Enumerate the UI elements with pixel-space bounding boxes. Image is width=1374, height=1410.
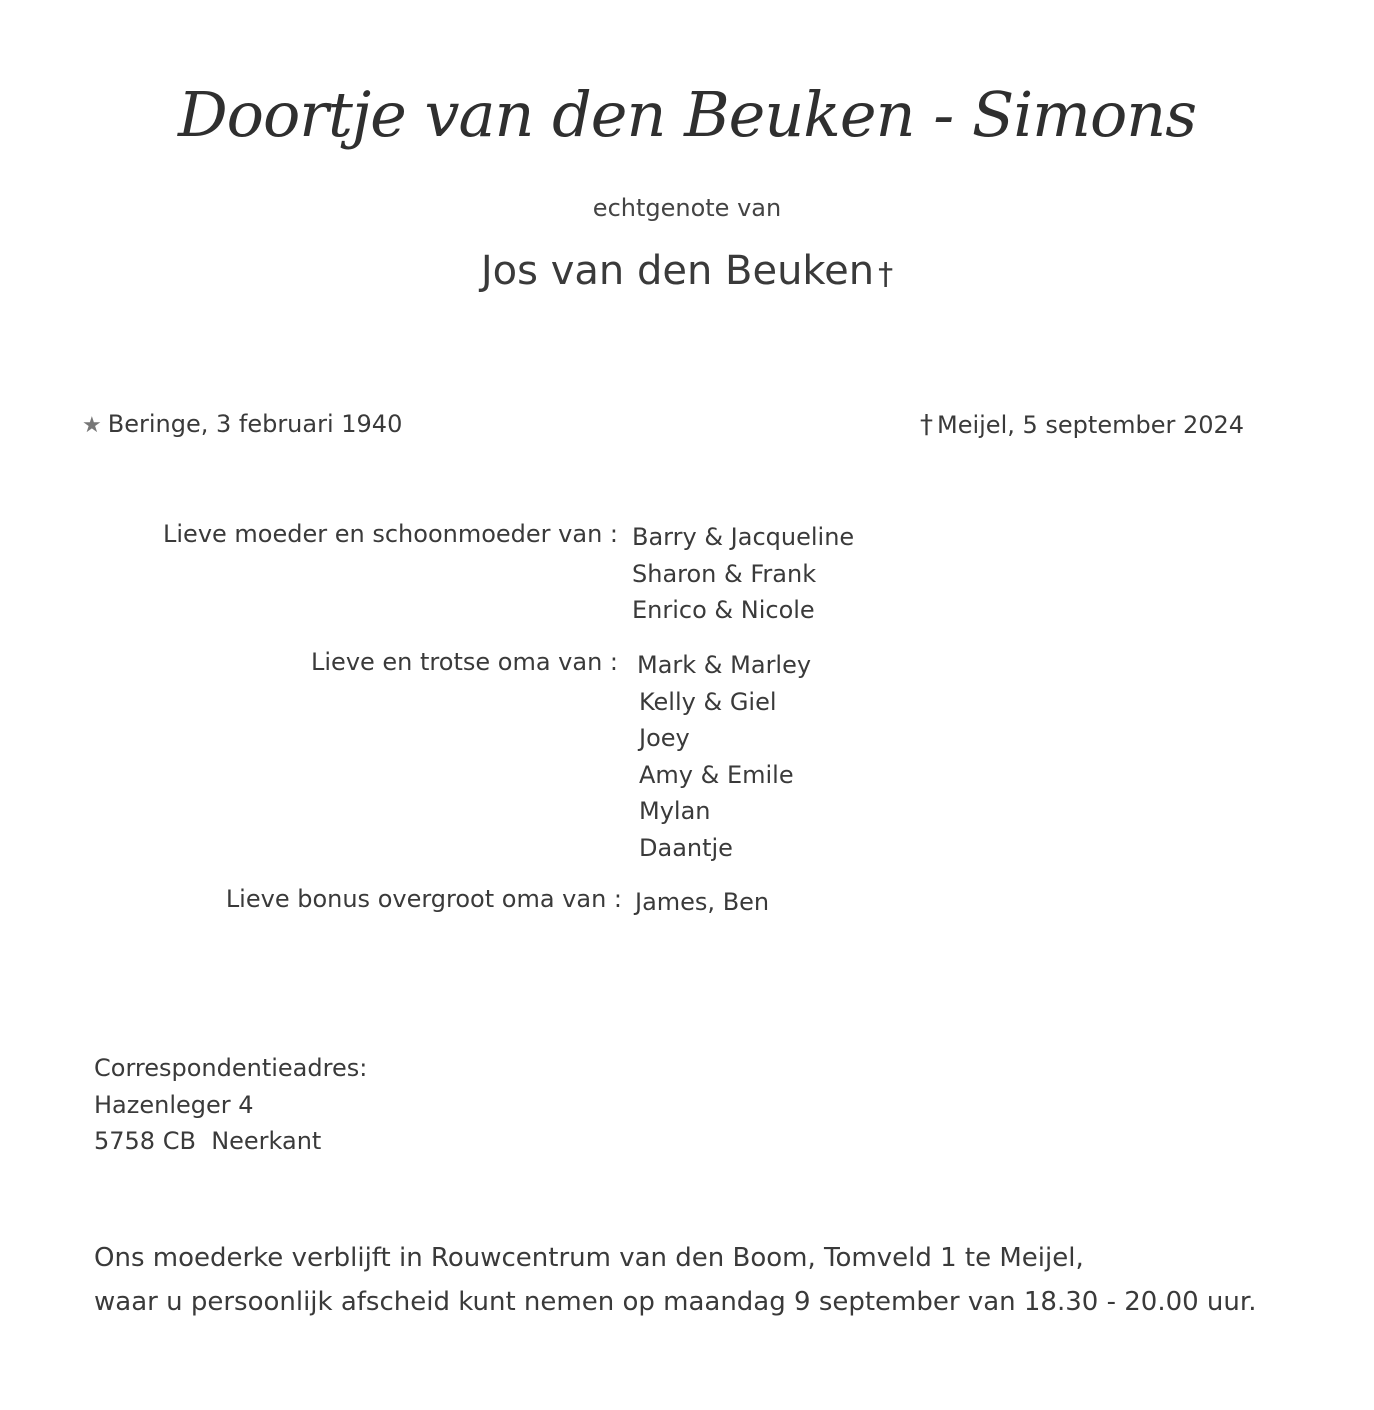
relation-name: Mylan xyxy=(639,797,711,825)
spouse-name: Jos van den Beuken xyxy=(480,248,875,294)
relation-names-grandchildren xyxy=(637,647,811,866)
relation-names-great-grandchildren xyxy=(635,884,769,921)
deceased-name: Doortje van den Beuken - Simons xyxy=(177,78,1197,151)
relation-name: Enrico & Nicole xyxy=(632,596,815,624)
relation-name: Amy & Emile xyxy=(639,760,794,789)
cross-icon: † xyxy=(920,410,933,440)
notice-line-2: waar u persoonlijk afscheid kunt nemen op maandag 9 september van 18.30 - 20.00 uur. xyxy=(94,1287,1257,1317)
spouse-prefix: echtgenote van xyxy=(592,194,782,222)
spouse-name-line xyxy=(0,248,1374,294)
notice-line-1: Ons moederke verblijft in Rouwcentrum van den Boom, Tomveld 1 te Meijel, xyxy=(94,1243,1084,1273)
star-icon: ★ xyxy=(82,413,102,438)
relation-name: Daantje xyxy=(639,833,733,862)
relation-name: Sharon & Frank xyxy=(632,559,817,588)
relation-label-great-grandchildren: Lieve bonus overgroot oma van : xyxy=(225,885,622,913)
viewing-notice xyxy=(94,1236,1256,1324)
relation-name: Kelly & Giel xyxy=(639,687,777,716)
death-line xyxy=(920,410,1244,440)
address-city: 5758 CB Neerkant xyxy=(94,1127,322,1155)
cross-icon: † xyxy=(878,257,894,292)
relation-name: Joey xyxy=(639,724,690,752)
birth-text: Beringe, 3 februari 1940 xyxy=(107,410,403,438)
birth-line xyxy=(82,410,402,438)
relation-name: Barry & Jacqueline xyxy=(632,523,855,551)
death-text: Meijel, 5 september 2024 xyxy=(937,411,1245,439)
address-heading: Correspondentieadres: xyxy=(94,1054,368,1082)
relation-name: Mark & Marley xyxy=(637,651,812,679)
address-street: Hazenleger 4 xyxy=(94,1090,254,1119)
relation-names-children xyxy=(632,519,854,629)
relation-label-grandchildren: Lieve en trotse oma van : xyxy=(311,648,618,676)
relation-name: James, Ben xyxy=(635,888,770,916)
correspondence-address xyxy=(94,1050,367,1160)
relation-label-children: Lieve moeder en schoonmoeder van : xyxy=(163,520,618,548)
